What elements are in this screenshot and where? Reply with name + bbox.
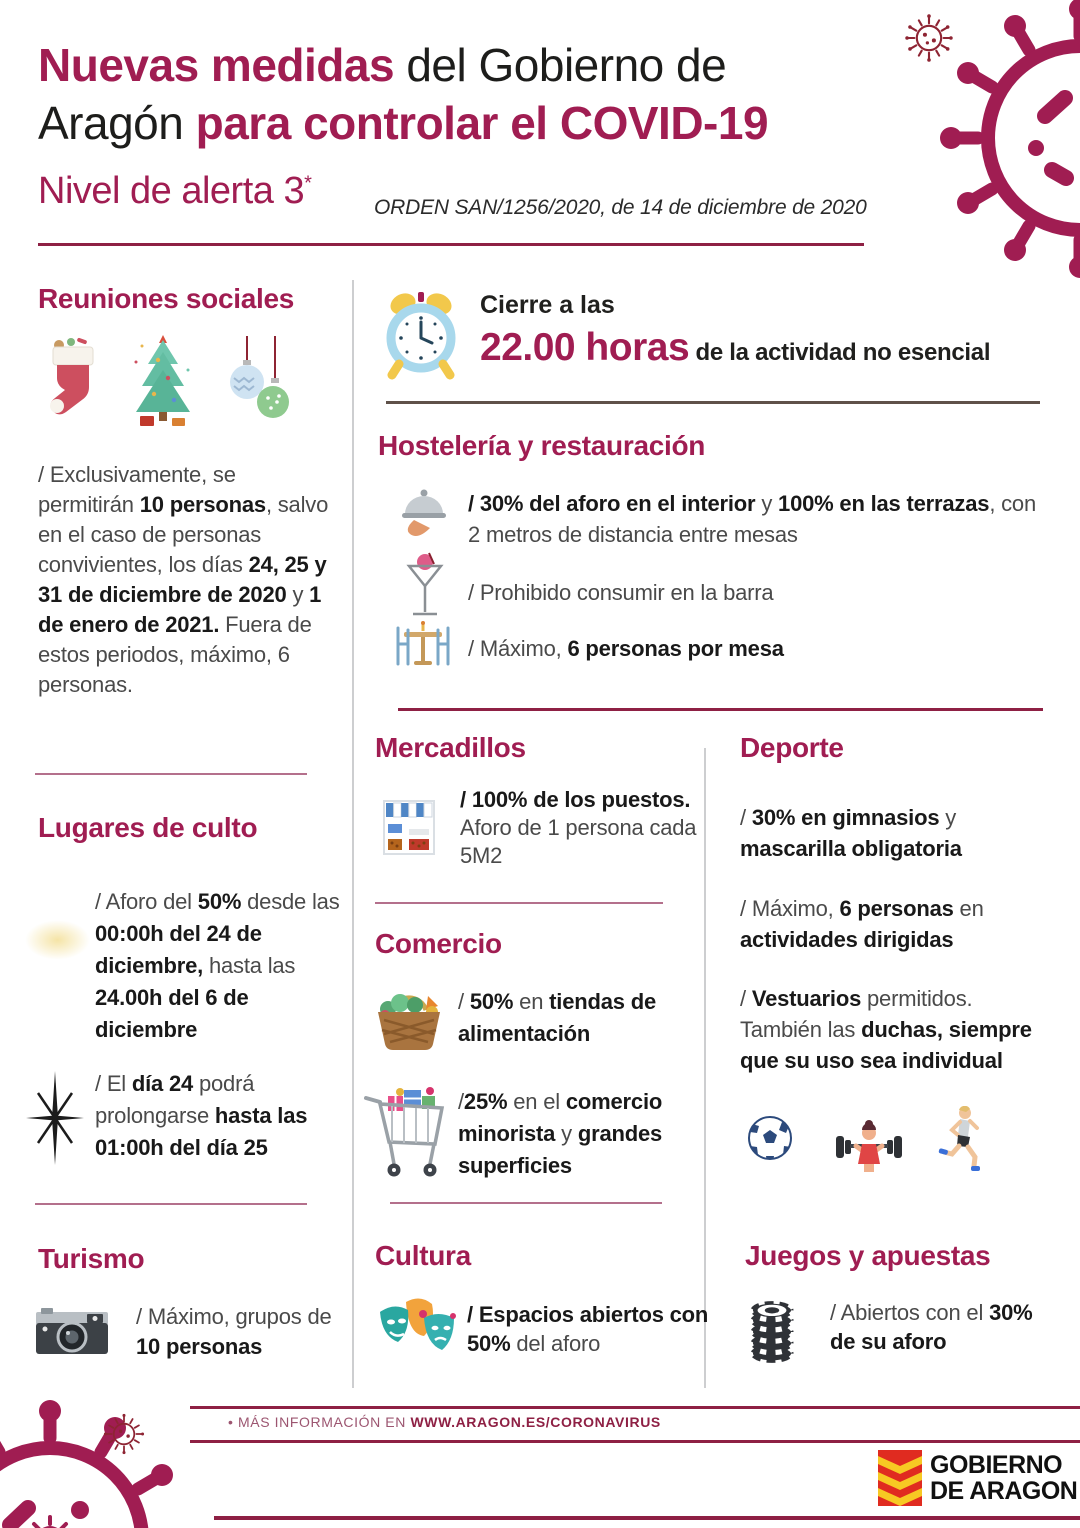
christmas-baubles-icon [225,336,289,426]
closure-banner [480,291,990,370]
small-virus-icon [903,12,955,64]
juegos-item-1: / Abiertos con el 30% de su aforo [830,1300,1033,1354]
section-title-mercadillos: Mercadillos [375,732,526,763]
food-basket-icon [372,982,446,1056]
aragon-flag-icon [878,1450,922,1506]
logo-line2: DE ARAGON [930,1477,1078,1505]
footer-divider-top [190,1406,1080,1409]
christmas-tree-icon [130,334,196,428]
dining-table-icon [392,620,454,672]
hosteleria-item-1: / 30% del aforo en el interior y 100% en las terrazas, con 2 metros de distancia entre mesas [468,491,1037,547]
divider [375,902,663,904]
cultura-item-1: / Espacios abiertos con 50% del aforo [467,1302,709,1356]
section-title-lugares: Lugares de culto [38,812,258,843]
divider [398,708,1043,711]
market-stall-icon [383,798,435,856]
bullet: • [228,1414,234,1430]
shopping-cart-icon [362,1082,450,1182]
serving-cloche-icon [400,486,448,540]
candle-glow-icon [25,920,90,960]
mercadillos-item-1: / 100% de los puestos. Aforo de 1 persona cada 5M2 [460,787,697,868]
page-title [38,36,888,152]
column-divider-left [352,280,354,1388]
lugares-item-1: / Aforo del 50% desde las 00:00h del 24 de diciembre, hasta las 24.00h del 6 de diciembre [95,889,340,1042]
divider [390,1202,662,1204]
lugares-item-2: / El día 24 podrá prolongarse hasta las 01:00h del día 25 [95,1071,308,1160]
divider [386,401,1040,404]
section-title-deporte: Deporte [740,732,844,763]
weightlifter-icon [836,1118,902,1174]
closure-time: 22.00 horas [480,326,690,369]
divider [35,773,307,775]
header-divider [38,243,864,246]
deporte-item-1: / 30% en gimnasios y mascarilla obligatoria [740,805,962,861]
page-title-line1: Nuevas medidas del Gobierno de [38,39,727,91]
hosteleria-item-2: / Prohibido consumir en la barra [468,580,774,605]
deporte-item-3: / Vestuarios permitidos. También las duchas, siempre que su uso sea individual [740,986,1032,1073]
hosteleria-item-3: / Máximo, 6 personas por mesa [468,636,784,661]
cocktail-glass-icon [406,550,444,622]
gobierno-aragon-logo [878,1450,1077,1506]
small-virus-icon [102,1412,146,1456]
footer-info [228,1414,661,1430]
camera-icon [35,1305,109,1355]
poker-chips-icon [747,1298,797,1366]
closure-scope: de la actividad no esencial [689,339,991,366]
coronavirus-icon [0,1400,190,1528]
reuniones-body: / Exclusivamente, se permitirán 10 personas, salvo en el caso de personas convivientes, los días 24, 25 y 31 de diciembre de 2020 y 1 de enero de 2021. Fuera de estos periodos, máximo, 6 personas. [38,462,329,697]
section-title-juegos: Juegos y apuestas [745,1240,991,1271]
christmas-stocking-icon [45,335,101,427]
column-divider-right [704,748,706,1388]
comercio-item-2: /25% en el comercio minorista y grandes superficies [458,1089,663,1178]
alert-level [38,170,311,213]
bottom-border-line [214,1516,1080,1520]
logo-text [930,1452,1077,1504]
section-title-comercio: Comercio [375,928,502,959]
coronavirus-icon [940,0,1080,278]
alert-asterisk: * [304,172,312,195]
soccer-ball-icon [746,1114,794,1162]
deporte-item-2: / Máximo, 6 personas en actividades dirigidas [740,896,984,952]
alert-level-text: Nivel de alerta 3 [38,170,305,212]
section-title-cultura: Cultura [375,1240,471,1271]
logo-line1: GOBIERNO [930,1451,1063,1479]
theater-masks-icon [378,1296,458,1362]
divider [35,1203,307,1205]
runner-icon [938,1106,986,1174]
order-reference: ORDEN SAN/1256/2020, de 14 de diciembre de 2020 [374,196,867,219]
footer-info-url: WWW.ARAGON.ES/CORONAVIRUS [410,1414,661,1430]
comercio-item-1: / 50% en tiendas de alimentación [458,989,656,1046]
footer-divider-bottom [190,1440,1080,1443]
section-title-turismo: Turismo [38,1243,145,1274]
section-title-reuniones: Reuniones sociales [38,283,295,314]
closure-intro: Cierre a las [480,291,615,319]
section-title-hosteleria: Hostelería y restauración [378,430,706,461]
star-sparkle-icon [26,1071,84,1165]
page-title-line2: Aragón para controlar el COVID-19 [38,97,769,149]
turismo-item-1: / Máximo, grupos de 10 personas [136,1304,332,1359]
alarm-clock-icon [385,290,457,380]
footer-info-prefix: MÁS INFORMACIÓN EN [238,1414,411,1430]
